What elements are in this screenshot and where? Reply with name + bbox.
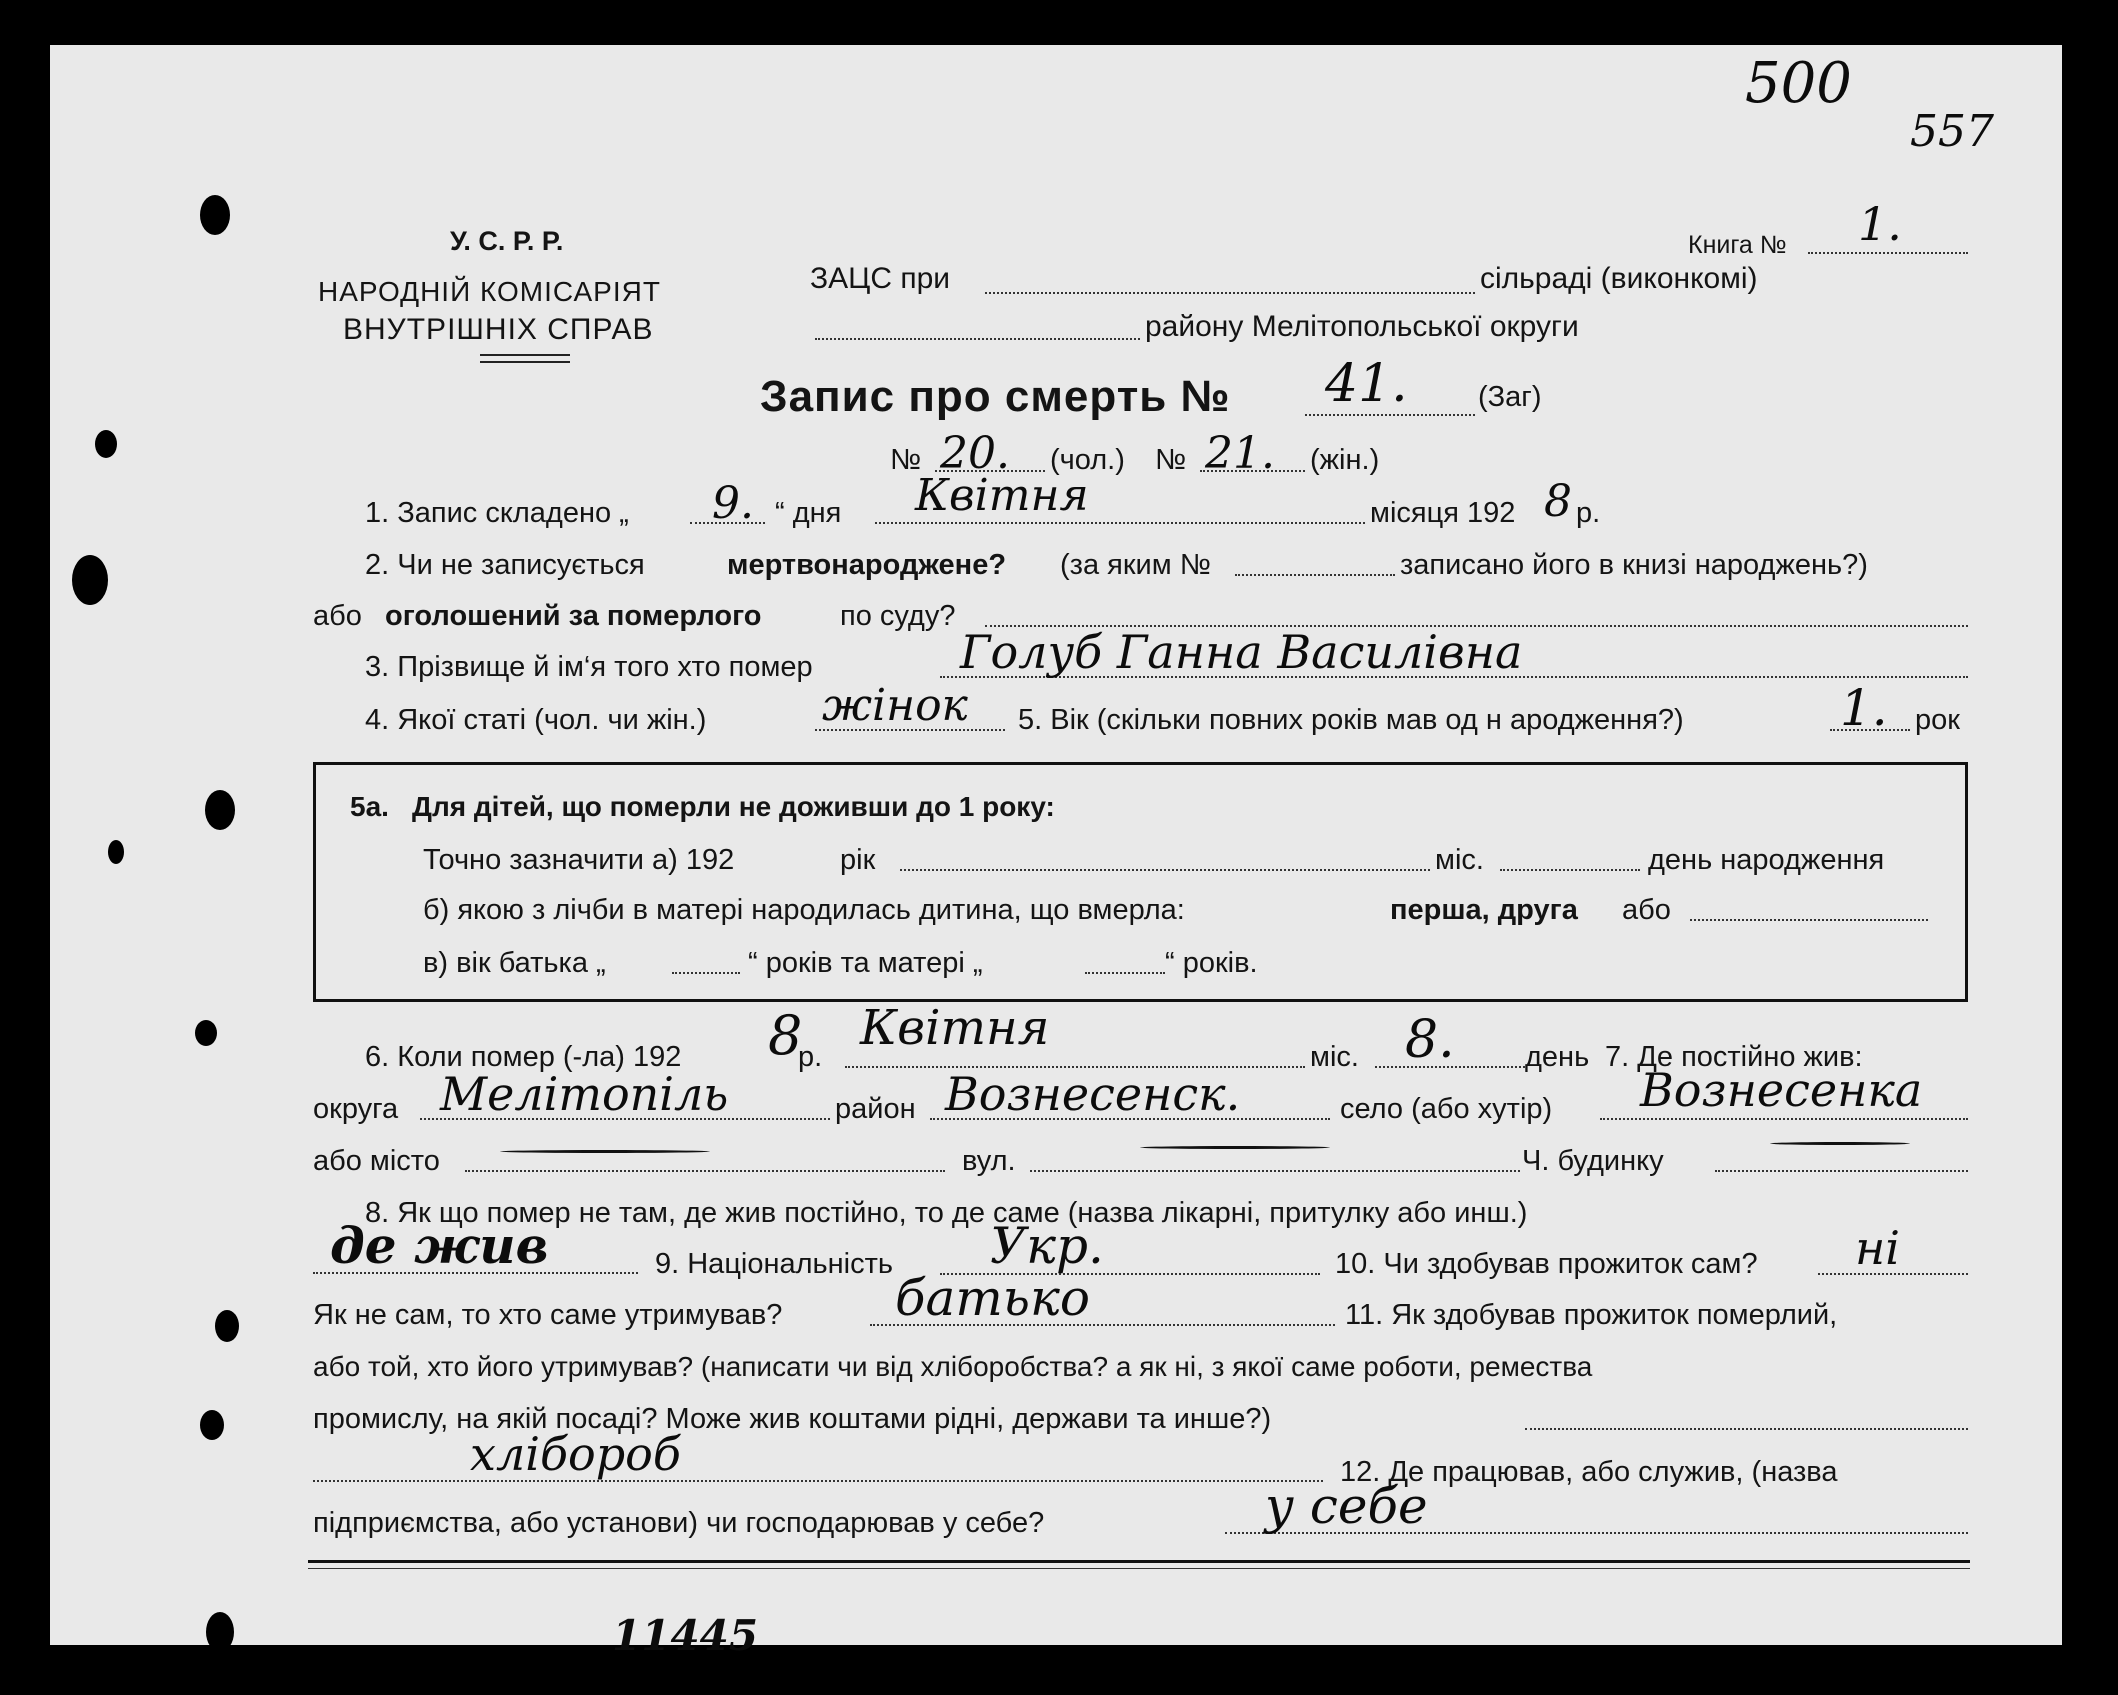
header-double-rule <box>480 361 570 363</box>
punch-hole <box>195 1020 217 1046</box>
q1-month-field <box>875 522 1365 524</box>
q3-name-value: Голуб Ганна Василівна <box>960 625 1523 679</box>
q2-number-field <box>1235 574 1395 576</box>
infant-line-a-label1: Точно зазначити а) 192 <box>423 844 735 876</box>
q12-line2: підприємства, або установи) чи господарював у себе? <box>313 1507 1045 1539</box>
infant-line-a-label2: рік <box>840 844 876 876</box>
q1-year-label: місяця 192 <box>1370 497 1516 529</box>
zags-field <box>985 292 1475 294</box>
record-title: Запис про смерть № <box>760 372 1231 421</box>
misto-label: або місто <box>313 1145 440 1177</box>
infant-line-b-label2: перша, друга <box>1390 894 1578 926</box>
q2-label-f: оголошений за померлого <box>385 600 762 632</box>
q2-label-a: 2. Чи не записується <box>365 549 645 581</box>
misto-dash <box>500 1150 710 1153</box>
q10-value: ні <box>1855 1221 1901 1275</box>
punch-hole <box>200 195 230 235</box>
punch-hole <box>108 840 124 864</box>
q8-place-value: де жив <box>330 1216 549 1275</box>
infant-line-c-label1: в) вік батька „ <box>423 947 606 979</box>
district-label: району Мелітопольської округи <box>1145 310 1579 343</box>
q2-label-e: або <box>313 600 362 632</box>
q6-month-value: Квітня <box>860 1000 1050 1056</box>
vul-label: вул. <box>962 1145 1016 1177</box>
infant-line-c-label2: “ років та матері „ <box>748 947 983 979</box>
infant-month-field <box>1500 869 1640 871</box>
okruha-label: округа <box>313 1093 399 1125</box>
book-number: 1. <box>1858 197 1902 251</box>
punch-hole <box>205 790 235 830</box>
punch-hole <box>215 1310 239 1342</box>
q1-year-digit: 8 <box>1544 476 1572 527</box>
q6-label: 6. Коли помер (-ла) 192 <box>365 1041 682 1073</box>
punch-hole <box>72 555 108 605</box>
infant-line-a-label4: день народження <box>1648 844 1885 876</box>
male-number: 20. <box>940 428 1010 479</box>
record-number-field <box>1305 414 1475 416</box>
q12-value: у себе <box>1265 1477 1428 1535</box>
q11-line2: або той, хто його утримував? (написати чи від хліборобства? а як ні, з якої саме роботи, ремества <box>313 1351 1593 1382</box>
q4-sex-value: жінок <box>822 680 968 731</box>
selo-label: село (або хутір) <box>1340 1093 1553 1125</box>
q2-label-g: по суду? <box>840 600 956 632</box>
q1-r-label: р. <box>1576 497 1601 529</box>
infant-line-c-label3: “ років. <box>1165 947 1258 979</box>
budynok-dash <box>1770 1142 1910 1145</box>
okruha-value: Мелітопіль <box>440 1067 729 1121</box>
q6-day-value: 8. <box>1405 1010 1455 1070</box>
q9-nationality-value: Укр. <box>990 1217 1104 1275</box>
female-number: 21. <box>1205 428 1275 479</box>
q5-age-value: 1. <box>1840 679 1888 737</box>
archive-number-side: 557 <box>1910 106 1994 157</box>
punch-hole <box>206 1612 234 1652</box>
district-field <box>815 338 1140 340</box>
q2-label-d: записано його в книзі народжень?) <box>1400 549 1868 581</box>
male-label: (чол.) <box>1050 444 1125 476</box>
infant-year-field <box>900 869 1430 871</box>
q10b-label: Як не сам, то хто саме утримував? <box>313 1299 783 1331</box>
infant-line-b-label3: або <box>1622 894 1671 926</box>
ussr-label: У. С. Р. Р. <box>450 226 564 256</box>
bottom-rule <box>308 1560 1970 1563</box>
misto-field <box>465 1170 945 1172</box>
record-number-suffix: (Заг) <box>1478 381 1542 413</box>
q1-label: 1. Запис складено „ <box>365 497 629 529</box>
selo-field <box>1600 1118 1968 1120</box>
q5-label: 5. Вік (скільки повних років мав од н ародження?) <box>1018 704 1684 736</box>
bottom-rule <box>308 1568 1970 1569</box>
ministry-line2: ВНУТРІШНІХ СПРАВ <box>343 313 654 346</box>
archive-stamp-bottom: 11445 <box>612 1611 759 1660</box>
q8-label: 8. Як що помер не там, де жив постійно, то де саме (назва лікарні, притулку або инш.) <box>365 1197 1528 1229</box>
raion-label: район <box>835 1093 916 1125</box>
male-no-label: № <box>890 444 922 476</box>
infant-father-age-field <box>672 972 740 974</box>
book-label: Книга № <box>1688 231 1787 259</box>
selo-value: Вознесенка <box>1640 1063 1923 1117</box>
q12-label: 12. Де працював, або служив, (назва <box>1340 1456 1838 1488</box>
q2-label-c: (за яким № <box>1060 549 1211 581</box>
q6-year-digit: 8 <box>768 1004 803 1067</box>
infant-line-b-label1: б) якою з лічби в матері народилась дитина, що вмерла: <box>423 894 1185 926</box>
q5-unit-label: рок <box>1915 704 1960 736</box>
infant-title: Для дітей, що померли не доживши до 1 року: <box>412 791 1055 822</box>
q11-value: хлібороб <box>470 1427 681 1481</box>
q10b-value: батько <box>895 1269 1090 1327</box>
vul-dash <box>1140 1146 1330 1149</box>
budynok-field <box>1715 1170 1968 1172</box>
q2-label-b: мертвонароджене? <box>727 549 1007 581</box>
infant-line-a-label3: міс. <box>1435 844 1484 876</box>
q6-den-label: день <box>1525 1041 1590 1073</box>
q3-label: 3. Прізвище й ім‘я того хто помер <box>365 651 813 683</box>
q11-line3: промислу, на якій посаді? Може жив коштами рідні, держави та инше?) <box>313 1403 1272 1435</box>
zags-pre-label: ЗАЦС при <box>810 262 951 295</box>
infant-title-number: 5а. <box>350 791 389 822</box>
punch-hole <box>95 430 117 458</box>
q1-mid-label: “ дня <box>775 497 842 529</box>
q10-label: 10. Чи здобував прожиток сам? <box>1335 1248 1758 1280</box>
infant-order-field <box>1690 919 1928 921</box>
q11-field <box>1525 1428 1968 1430</box>
raion-value: Вознесенск. <box>945 1067 1241 1121</box>
q4-label: 4. Якої статі (чол. чи жін.) <box>365 704 707 736</box>
q6-mis-label: міс. <box>1310 1041 1359 1073</box>
female-label: (жін.) <box>1310 444 1380 476</box>
vul-field <box>1030 1170 1520 1172</box>
q1-day-value: 9. <box>712 478 754 529</box>
infant-mother-age-field <box>1085 972 1165 974</box>
archive-number-top: 500 <box>1745 51 1852 116</box>
q11-field-2 <box>313 1480 1323 1482</box>
female-no-label: № <box>1155 444 1187 476</box>
zags-post-label: сільраді (виконкомі) <box>1480 262 1758 295</box>
ministry-line1: НАРОДНІЙ КОМІСАРІЯТ <box>318 276 661 307</box>
budynok-label: Ч. будинку <box>1522 1145 1664 1177</box>
q9-label: 9. Національність <box>655 1248 894 1280</box>
punch-hole <box>200 1410 224 1440</box>
q11-label: 11. Як здобував прожиток померлий, <box>1345 1299 1838 1331</box>
header-double-rule <box>480 354 570 356</box>
q7-label: 7. Де постійно жив: <box>1605 1041 1863 1073</box>
q6-r-label: р. <box>798 1041 823 1073</box>
book-field <box>1808 252 1968 254</box>
record-number: 41. <box>1325 354 1408 414</box>
q1-month-value: Квітня <box>915 470 1089 521</box>
